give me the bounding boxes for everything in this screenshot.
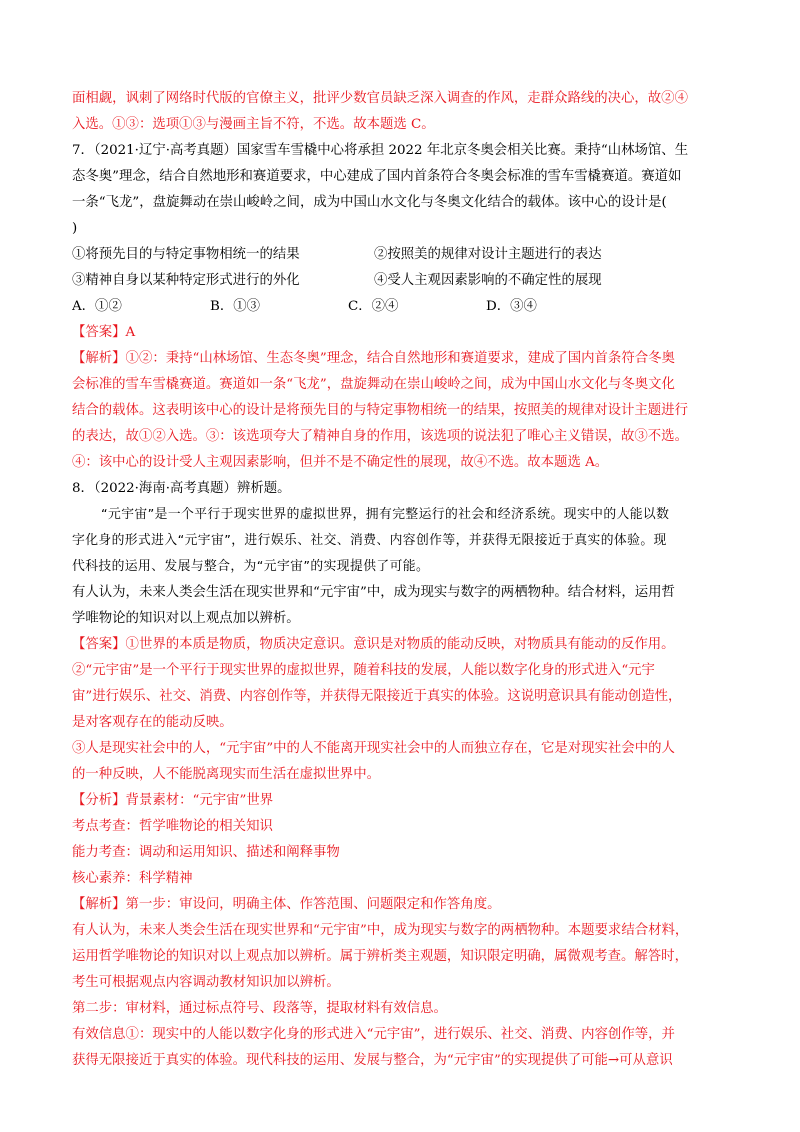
q8-analysis-heading: 【分析】背景素材：“元宇宙”世界 <box>72 793 274 808</box>
q8-explain-line-5: 第二步：审材料，通过标点符号、段落等，提取材料有效信息。 <box>72 1001 447 1016</box>
q7-statement-3: ③精神自身以某种特定形式进行的外化 <box>72 273 300 288</box>
q8-explain-line-2: 有人认为，未来人类会生活在现实世界和“元宇宙”中，成为现实与数字的两栖物种。本题要求结合材料， <box>72 923 689 938</box>
q8-analysis-topic: 考点考查：哲学唯物论的相关知识 <box>72 819 273 834</box>
q7-option-a: A．①② <box>72 299 122 314</box>
q7-analysis-line-3: 结合的载体。这表明该中心的设计是将预先目的与特定事物相统一的结果，按照美的规律对设计主题进行 <box>72 403 688 418</box>
prev-analysis-line-2: 入选。①③：选项①③与漫画主旨不符，不选。故本题选 C。 <box>72 117 435 132</box>
q8-material-line-3: 代科技的运用、发展与整合，为“元宇宙”的实现提供了可能。 <box>72 559 430 574</box>
q8-explain-line-6: 有效信息①：现实中的人能以数字化身的形式进入“元宇宙”，进行娱乐、社交、消费、内容创作等，并 <box>72 1027 675 1042</box>
q7-stem-line-2: 态冬奥”理念，结合自然地形和赛道要求，中心建成了国内首条符合冬奥会标准的雪车雪橇赛道。赛道如 <box>72 169 682 184</box>
q8-explain-line-3: 运用哲学唯物论的知识对以上观点加以辨析。属于辨析类主观题，知识限定明确，属微观考查。解答时， <box>72 949 688 964</box>
q7-analysis-line-2: 会标准的雪车雪橇赛道。赛道如一条“飞龙”，盘旋舞动在崇山峻岭之间，成为中国山水文化与冬奥文化 <box>72 377 675 392</box>
q7-stem-line-4: ) <box>72 221 78 236</box>
q8-explain-line-4: 考生可根据观点内容调动教材知识加以辨析。 <box>72 975 340 990</box>
q7-analysis-line-5: ④：该中心的设计受人主观因素影响，但并不是不确定性的展现，故④不选。故本题选 A。 <box>72 455 609 470</box>
q8-question-line-2: 学唯物论的知识对以上观点加以辨析。 <box>72 611 300 626</box>
q8-answer-line-5: ③人是现实社会中的人，“元宇宙”中的人不能离开现实社会中的人而独立存在，它是对现实社会中的人 <box>72 741 675 756</box>
q7-answer: 【答案】A <box>72 325 136 340</box>
q7-statement-4: ④受人主观因素影响的不确定性的展现 <box>374 273 602 288</box>
q8-answer-line-3: 宙”进行娱乐、社交、消费、内容创作等，并获得无限接近于真实的体验。这说明意识具有能动创造性， <box>72 689 682 704</box>
q8-answer-line-4: 是对客观存在的能动反映。 <box>72 715 233 730</box>
q7-statement-1: ①将预先目的与特定事物相统一的结果 <box>72 247 300 262</box>
q8-analysis-literacy: 核心素养：科学精神 <box>72 871 193 886</box>
q7-stem-line-1: 7．（2021·辽宁·高考真题）国家雪车雪橇中心将承担 2022 年北京冬奥会相关比赛。秉持“山林场馆、生 <box>72 143 689 158</box>
q8-analysis-ability: 能力考查：调动和运用知识、描述和阐释事物 <box>72 845 340 860</box>
q8-answer-line-6: 的一种反映，人不能脱离现实而生活在虚拟世界中。 <box>72 767 380 782</box>
q7-option-d: D．③④ <box>486 299 537 314</box>
q8-stem-line-1: 8．（2022·海南·高考真题）辨析题。 <box>72 481 291 496</box>
q7-statement-2: ②按照美的规律对设计主题进行的表达 <box>374 247 602 262</box>
q7-statements-row-1 <box>72 242 737 268</box>
q7-statements-row-2 <box>72 268 737 294</box>
q7-stem-line-3: 一条“飞龙”，盘旋舞动在崇山峻岭之间，成为中国山水文化与冬奥文化结合的载体。该中心的设计是( <box>72 195 667 210</box>
prev-analysis-line-1: 面相觑，讽刺了网络时代版的官僚主义，批评少数官员缺乏深入调查的作风，走群众路线的决心，故②④ <box>72 91 688 106</box>
q8-material-line-1: “元宇宙”是一个平行于现实世界的虚拟世界，拥有完整运行的社会和经济系统。现实中的人能以数 <box>101 507 670 522</box>
q8-answer-line-2: ②“元宇宙”是一个平行于现实世界的虚拟世界，随着科技的发展，人能以数字化身的形式进入“元宇 <box>72 663 655 678</box>
q7-option-b: B．①③ <box>210 299 261 314</box>
q7-analysis-line-1: 【解析】①②：秉持“山林场馆、生态冬奥”理念，结合自然地形和赛道要求，建成了国内首条符合冬奥 <box>72 351 675 366</box>
q8-question-line-1: 有人认为，未来人类会生活在现实世界和“元宇宙”中，成为现实与数字的两栖物种。结合材料，运用哲 <box>72 585 675 600</box>
q8-explain-line-1: 【解析】第一步：审设问，明确主体、作答范围、问题限定和作答角度。 <box>72 897 501 912</box>
q7-options <box>72 294 737 320</box>
q8-answer-line-1: 【答案】①世界的本质是物质，物质决定意识。意识是对物质的能动反映，对物质具有能动的反作用。 <box>72 637 675 652</box>
q8-material-line-2: 字化身的形式进入“元宇宙”，进行娱乐、社交、消费、内容创作等，并获得无限接近于真实的体验。现 <box>72 533 667 548</box>
q7-option-c: C．②④ <box>348 299 399 314</box>
q8-explain-line-7: 获得无限接近于真实的体验。现代科技的运用、发展与整合，为“元宇宙”的实现提供了可能→可从意识 <box>72 1053 673 1068</box>
q7-analysis-line-4: 的表达，故①②入选。③：该选项夸大了精神自身的作用，该选项的说法犯了唯心主义错误，故③不选。 <box>72 429 688 444</box>
document-page <box>72 86 737 1074</box>
